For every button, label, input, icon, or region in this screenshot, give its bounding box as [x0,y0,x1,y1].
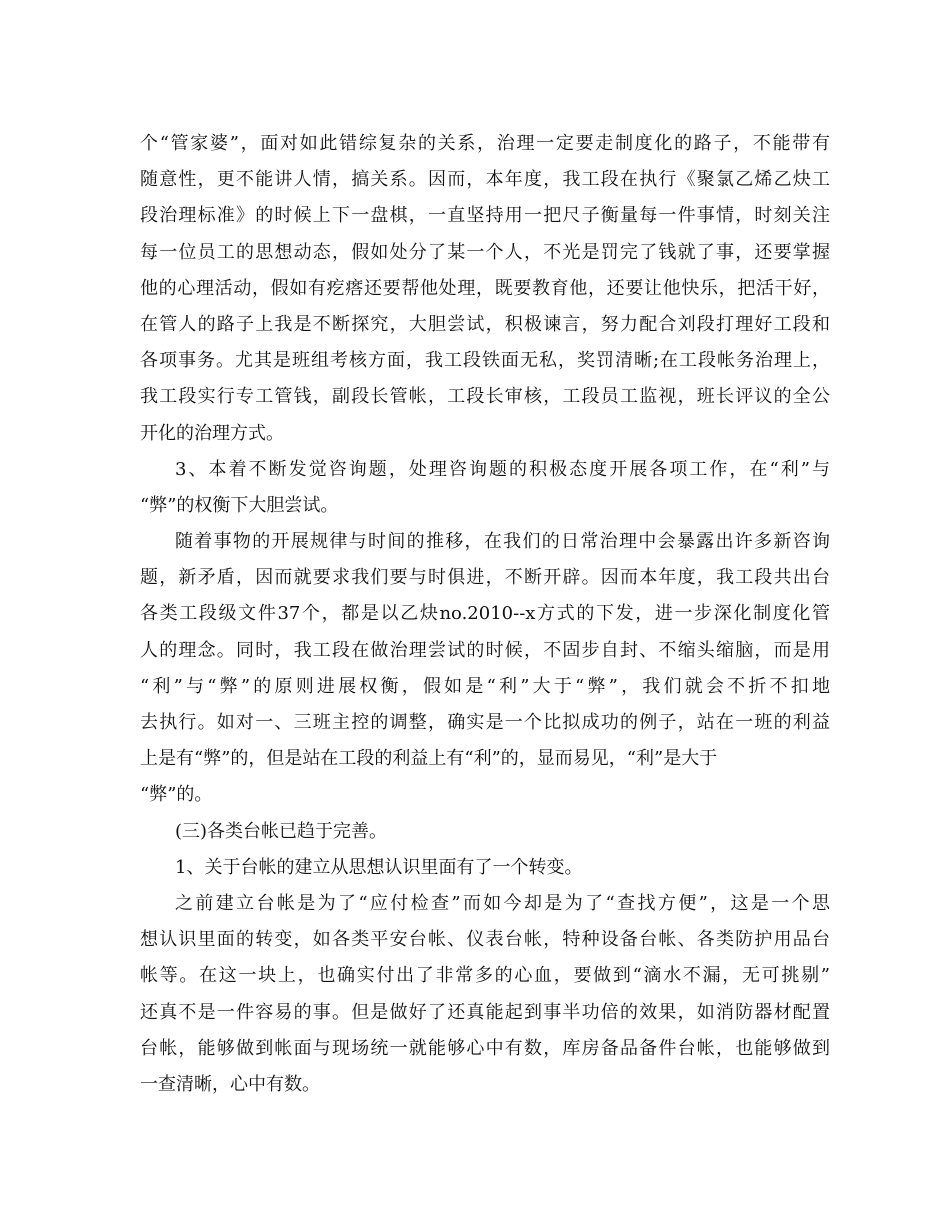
section-heading: (三)各类台帐已趋于完善。 [175,820,388,842]
text-line: 各项事务。尤其是班组考核方面，我工段铁面无私，奖罚清晰;在工段帐务治理上， [140,350,830,372]
text-line: 台帐，能够做到帐面与现场统一就能够心中有数，库房备品备件台帐，也能够做到 [140,1037,830,1059]
text-line: 在管人的路子上我是不断探究，大胆尝试，积极谏言，努力配合刘段打理好工段和 [140,313,830,335]
subsection-heading: 1、关于台帐的建立从思想认识里面有了一个转变。 [175,856,583,878]
document-body [140,126,830,1103]
text-line: “利”与“弊”的原则进展权衡，假如是“利”大于“弊”，我们就会不折不扣地 [140,675,830,697]
text-line: 3、本着不断发觉咨询题，处理咨询题的积极态度开展各项工作，在“利”与 [175,458,830,480]
text-line: 个“管家婆”，面对如此错综复杂的关系，治理一定要走制度化的路子，不能带有 [140,133,830,154]
text-line: 随意性，更不能讲人情，搞关系。因而，本年度，我工段在执行《聚氯乙烯乙炔工 [140,169,830,191]
text-line: 帐等。在这一块上，也确实付出了非常多的心血，要做到“滴水不漏，无可挑剔” [140,965,830,987]
text-line: 一查清晰，心中有数。 [140,1073,320,1095]
text-line: “弊”的权衡下大胆尝试。 [140,494,339,516]
text-line: 之前建立台帐是为了“应付检查”而如今却是为了“查找方便”，这是一个思 [175,892,830,914]
text-line: 还真不是一件容易的事。但是做好了还真能起到事半功倍的效果，如消防器材配置 [140,1001,830,1023]
text-line: 段治理标准》的时候上下一盘棋，一直坚持用一把尺子衡量每一件事情，时刻关注 [140,205,830,227]
text-line: 题，新矛盾，因而就要求我们要与时俱进，不断开辟。因而本年度，我工段共出台 [140,567,830,589]
text-line: 上是有“弊”的，但是站在工段的利益上有“利”的，显而易见，“利”是大于 [140,748,718,770]
text-line: 他的心理活动，假如有疙瘩还要帮他处理，既要教育他，还要让他快乐，把活干好， [140,277,830,299]
text-line: 随着事物的开展规律与时间的推移，在我们的日常治理中会暴露出许多新咨询 [175,531,830,553]
text-line: 人的理念。同时，我工段在做治理尝试的时候，不固步自封、不缩头缩脑，而是用 [140,639,830,661]
text-line: “弊”的。 [140,784,213,806]
text-line: 每一位员工的思想动态，假如处分了某一个人，不光是罚完了钱就了事，还要掌握 [140,241,830,263]
text-line: 开化的治理方式。 [140,422,284,444]
text-line: 我工段实行专工管钱，副段长管帐，工段长审核，工段员工监视，班长评议的全公 [140,386,830,408]
text-line: 想认识里面的转变，如各类平安台帐、仪表台帐，特种设备台帐、各类防护用品台 [140,929,830,951]
text-line: 去执行。如对一、三班主控的调整，确实是一个比拟成功的例子，站在一班的利益 [140,712,830,733]
text-line: 各类工段级文件37个，都是以乙炔no.2010--x方式的下发，进一步深化制度化管 [140,603,830,625]
